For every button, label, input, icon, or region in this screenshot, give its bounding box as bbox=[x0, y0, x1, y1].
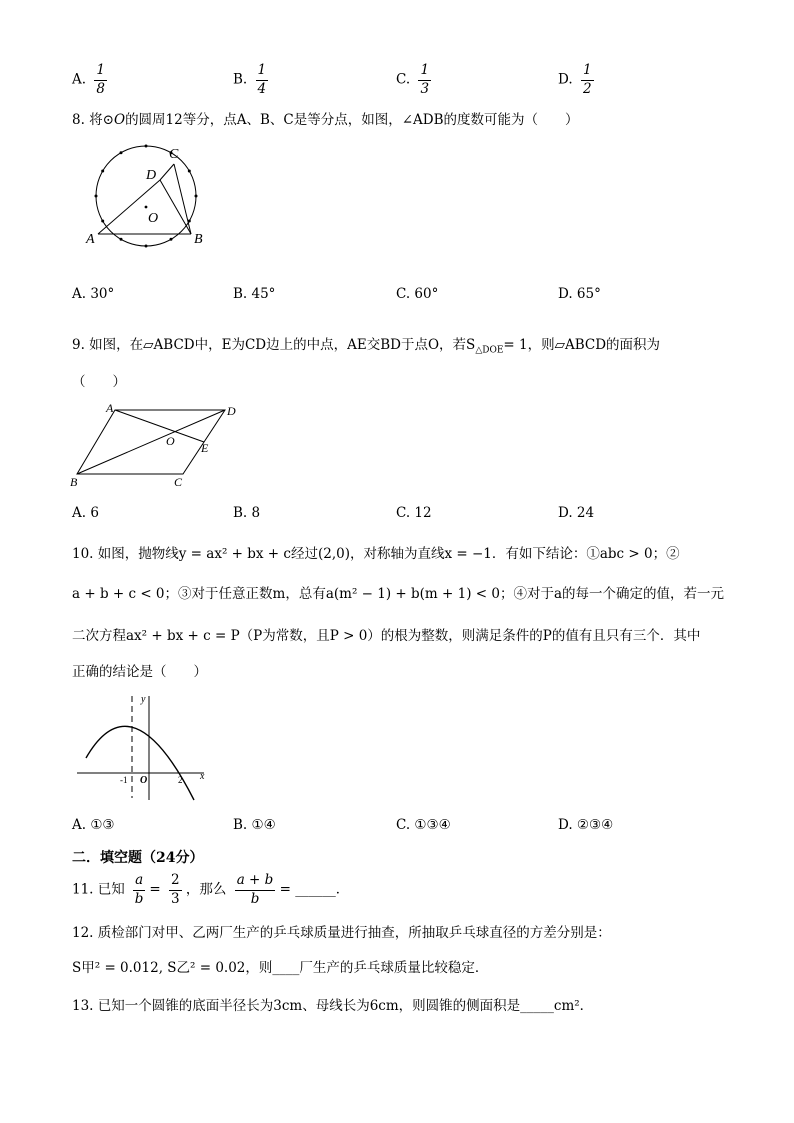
q7-option-a bbox=[72, 64, 107, 96]
option-letter: C. bbox=[396, 71, 411, 88]
q10-option-d: D. ②③④ bbox=[558, 817, 614, 833]
q8-option-a: A. 30° bbox=[72, 286, 115, 302]
q10-line3: 二次方程ax² + bx + c = P（P为常数，且P > 0）的根为整数，则满足条件的P的值有且只有三个．其中 bbox=[72, 628, 701, 644]
frac-den: 3 bbox=[171, 890, 180, 907]
q9-parallelogram-figure bbox=[70, 400, 240, 490]
q8-option-d: D. 65° bbox=[558, 286, 601, 302]
fraction bbox=[256, 64, 269, 96]
q12-line2: S甲² = 0.012, S乙² = 0.02，则____厂生产的乒乓球质量比较稳定． bbox=[72, 960, 489, 976]
q9-option-a: A. 6 bbox=[72, 505, 99, 521]
frac-num: a bbox=[133, 874, 145, 891]
q9-stem-line1 bbox=[72, 333, 660, 356]
fraction-a-over-b bbox=[133, 874, 145, 906]
frac-num: 1 bbox=[418, 64, 431, 81]
q10-line4: 正确的结论是（ ） bbox=[72, 664, 207, 680]
label-d: D bbox=[227, 404, 236, 418]
option-letter: B. bbox=[233, 71, 248, 88]
equals: = bbox=[149, 881, 161, 898]
q10-line2: a + b + c < 0；③对于任意正数m，总有a(m² − 1) + b(m + 1) < 0；④对于a的每一个确定的值，若一元 bbox=[72, 586, 724, 602]
parabola-curve bbox=[86, 726, 194, 800]
frac-den: b bbox=[250, 890, 260, 907]
q11-prefix: 11. 已知 bbox=[72, 881, 125, 898]
frac-den: b bbox=[134, 890, 144, 907]
fraction bbox=[94, 64, 107, 96]
q10-line1: 10. 如图，抛物线y = ax² + bx + c经过(2,0)，对称轴为直线x = −1．有如下结论：①abc > 0；② bbox=[72, 546, 680, 562]
label-b: B bbox=[70, 475, 78, 489]
q10-option-a: A. ①③ bbox=[72, 817, 115, 833]
q8-option-b: B. 45° bbox=[233, 286, 276, 302]
q8-option-c: C. 60° bbox=[396, 286, 439, 302]
frac-num: 1 bbox=[581, 64, 594, 81]
label-origin: O bbox=[140, 775, 148, 786]
section-title: 二．填空题（24分） bbox=[72, 850, 204, 866]
q9-option-b: B. 8 bbox=[233, 505, 261, 521]
segment-dc bbox=[160, 164, 174, 180]
circle bbox=[96, 146, 196, 246]
q7-option-b bbox=[233, 64, 268, 96]
frac-num: 1 bbox=[94, 64, 107, 81]
q11 bbox=[72, 874, 349, 906]
frac-num: 1 bbox=[256, 64, 269, 81]
option-letter: D. bbox=[558, 71, 573, 88]
option-letter: A. bbox=[72, 71, 87, 88]
q11-suffix: = ______． bbox=[279, 881, 350, 898]
q7-option-c bbox=[396, 64, 431, 96]
label-o: O bbox=[166, 434, 175, 448]
q12-line1: 12. 质检部门对甲、乙两厂生产的乒乓球质量进行抽查，所抽取乒乓球直径的方差分别是： bbox=[72, 925, 611, 941]
label-a: A bbox=[86, 232, 95, 247]
q8-stem bbox=[72, 108, 579, 128]
segment-db bbox=[160, 180, 191, 234]
q9-stem-b: = 1，则▱ABCD的面积为 bbox=[503, 337, 661, 353]
q9-option-d: D. 24 bbox=[558, 505, 595, 521]
q9-stem-line2: （ ） bbox=[72, 374, 126, 390]
q11-mid: ，那么 bbox=[185, 881, 227, 898]
q10-parabola-figure bbox=[72, 690, 217, 805]
frac-den: 8 bbox=[96, 80, 105, 97]
q7-option-d bbox=[558, 64, 594, 96]
frac-num: a + b bbox=[235, 874, 276, 891]
label-y: y bbox=[141, 694, 146, 705]
frac-den: 2 bbox=[582, 80, 592, 97]
q9-option-c: C. 12 bbox=[396, 505, 432, 521]
frac-den: 3 bbox=[420, 80, 430, 97]
q8-stem-a: 8. 将 bbox=[72, 112, 103, 128]
segment-cb bbox=[174, 164, 191, 234]
area-subscript: △DOE bbox=[475, 345, 504, 356]
q10-option-c: C. ①③④ bbox=[396, 817, 451, 833]
segment-ae bbox=[115, 410, 204, 442]
q8-stem-b: 的圆周12等分，点A、B、C是等分点，如图，∠ADB的度数可能为（ ） bbox=[125, 112, 579, 128]
label-c: C bbox=[169, 147, 179, 162]
label-a: A bbox=[106, 401, 114, 415]
fraction bbox=[581, 64, 594, 96]
fraction-2-over-3 bbox=[169, 874, 182, 906]
label-b: B bbox=[194, 232, 203, 247]
label-c: C bbox=[174, 475, 183, 489]
q8-circle-figure bbox=[80, 142, 215, 252]
label-o: O bbox=[148, 211, 159, 226]
q10-option-b: B. ①④ bbox=[233, 817, 276, 833]
q9-stem-a: 9. 如图，在▱ABCD中，E为CD边上的中点，AE交BD于点O，若S bbox=[72, 337, 476, 353]
q13: 13. 已知一个圆锥的底面半径长为3cm、母线长为6cm，则圆锥的侧面积是_____cm²． bbox=[72, 998, 594, 1014]
label-x: x bbox=[200, 771, 205, 782]
frac-den: 4 bbox=[257, 80, 267, 97]
label-neg1: -1 bbox=[120, 775, 128, 785]
frac-num: 2 bbox=[169, 874, 182, 891]
fraction bbox=[418, 64, 431, 96]
fraction-sum-over-b bbox=[235, 874, 276, 906]
label-2: 2 bbox=[178, 775, 183, 785]
circle-symbol: ⊙O bbox=[102, 112, 126, 128]
label-e: E bbox=[201, 441, 209, 455]
label-d: D bbox=[146, 168, 157, 183]
center-dot bbox=[145, 206, 148, 209]
